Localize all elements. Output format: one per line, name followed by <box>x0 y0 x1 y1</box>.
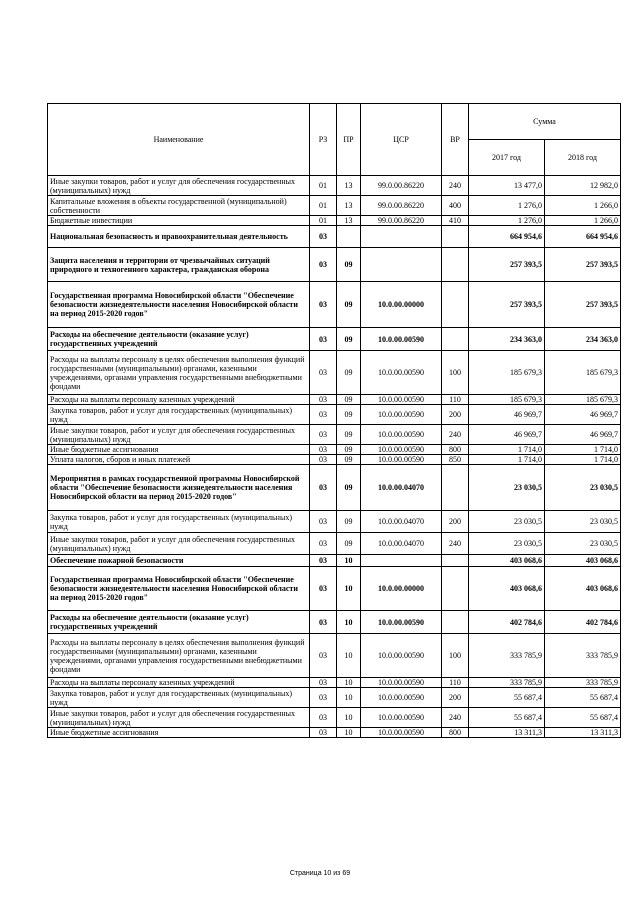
row-sum-2017: 13 477,0 <box>469 176 545 196</box>
header-csr: ЦСР <box>361 104 442 176</box>
row-csr: 10.0.00.00590 <box>361 405 442 425</box>
row-sum-2017: 1 714,0 <box>469 455 545 465</box>
row-name: Расходы на выплаты персоналу в целях обеспечения выполнения функций государственными (муниципальными) органами, казенными учреждениями, органами управления государственными внебюджетными фондами <box>48 634 310 678</box>
row-pr: 09 <box>337 445 361 455</box>
row-csr: 10.0.00.00590 <box>361 445 442 455</box>
row-sum-2018: 333 785,9 <box>545 634 621 678</box>
row-rz: 03 <box>310 555 337 567</box>
row-rz: 03 <box>310 445 337 455</box>
row-vr <box>442 555 469 567</box>
row-vr: 240 <box>442 708 469 728</box>
row-sum-2017: 185 679,3 <box>469 395 545 405</box>
row-name: Закупка товаров, работ и услуг для государственных (муниципальных) нужд <box>48 688 310 708</box>
row-name: Расходы на выплаты персоналу казенных учреждений <box>48 395 310 405</box>
row-vr: 110 <box>442 395 469 405</box>
row-pr: 09 <box>337 455 361 465</box>
row-sum-2018: 13 311,3 <box>545 728 621 738</box>
row-rz: 03 <box>310 455 337 465</box>
row-sum-2017: 13 311,3 <box>469 728 545 738</box>
row-pr: 10 <box>337 688 361 708</box>
row-sum-2018: 185 679,3 <box>545 351 621 395</box>
row-csr: 10.0.00.00590 <box>361 678 442 688</box>
row-vr: 100 <box>442 634 469 678</box>
header-pr: ПР <box>337 104 361 176</box>
row-pr: 09 <box>337 328 361 351</box>
row-vr: 200 <box>442 405 469 425</box>
row-rz: 01 <box>310 196 337 216</box>
row-sum-2018: 23 030,5 <box>545 533 621 555</box>
row-vr: 850 <box>442 455 469 465</box>
row-pr <box>337 226 361 248</box>
row-name: Иные закупки товаров, работ и услуг для обеспечения государственных (муниципальных) нужд <box>48 176 310 196</box>
table-row <box>48 196 621 216</box>
row-sum-2017: 234 363,0 <box>469 328 545 351</box>
row-sum-2018: 12 982,0 <box>545 176 621 196</box>
table-row <box>48 328 621 351</box>
row-sum-2017: 1 714,0 <box>469 445 545 455</box>
table-row <box>48 226 621 248</box>
row-name: Расходы на обеспечение деятельности (оказание услуг) государственных учреждений <box>48 328 310 351</box>
row-sum-2017: 257 393,5 <box>469 248 545 282</box>
row-name: Расходы на обеспечение деятельности (оказание услуг) государственных учреждений <box>48 611 310 634</box>
row-csr: 10.0.00.04070 <box>361 465 442 511</box>
table-row <box>48 567 621 611</box>
table-row <box>48 248 621 282</box>
row-sum-2018: 55 687,4 <box>545 688 621 708</box>
row-name: Национальная безопасность и правоохранительная деятельность <box>48 226 310 248</box>
row-sum-2018: 55 687,4 <box>545 708 621 728</box>
row-rz: 01 <box>310 176 337 196</box>
row-csr <box>361 226 442 248</box>
table-row <box>48 634 621 678</box>
row-sum-2017: 46 969,7 <box>469 405 545 425</box>
row-vr: 100 <box>442 351 469 395</box>
row-sum-2018: 23 030,5 <box>545 511 621 533</box>
row-pr: 10 <box>337 728 361 738</box>
row-csr: 99.0.00.86220 <box>361 176 442 196</box>
table-row <box>48 405 621 425</box>
row-pr: 10 <box>337 634 361 678</box>
row-rz: 03 <box>310 248 337 282</box>
row-name: Расходы на выплаты персоналу казенных учреждений <box>48 678 310 688</box>
row-sum-2018: 257 393,5 <box>545 248 621 282</box>
row-sum-2017: 257 393,5 <box>469 282 545 328</box>
row-name: Иные закупки товаров, работ и услуг для обеспечения государственных (муниципальных) нужд <box>48 425 310 445</box>
row-vr: 410 <box>442 216 469 226</box>
row-name: Расходы на выплаты персоналу в целях обеспечения выполнения функций государственными (муниципальными) органами, казенными учреждениями, органами управления государственными внебюджетными фондами <box>48 351 310 395</box>
row-pr: 10 <box>337 555 361 567</box>
row-name: Капитальные вложения в объекты государственной (муниципальной) собственности <box>48 196 310 216</box>
row-pr: 10 <box>337 611 361 634</box>
row-sum-2018: 1 714,0 <box>545 455 621 465</box>
row-csr <box>361 248 442 282</box>
row-sum-2018: 46 969,7 <box>545 425 621 445</box>
row-csr: 10.0.00.00590 <box>361 688 442 708</box>
row-csr: 10.0.00.00000 <box>361 282 442 328</box>
row-name: Государственная программа Новосибирской области "Обеспечение безопасности жизнедеятельности населения Новосибирской области на период 2015-2020 годов" <box>48 282 310 328</box>
row-pr: 09 <box>337 533 361 555</box>
row-pr: 09 <box>337 395 361 405</box>
row-vr: 800 <box>442 728 469 738</box>
row-csr: 10.0.00.04070 <box>361 511 442 533</box>
row-vr: 800 <box>442 445 469 455</box>
row-name: Закупка товаров, работ и услуг для государственных (муниципальных) нужд <box>48 511 310 533</box>
row-sum-2017: 402 784,6 <box>469 611 545 634</box>
row-sum-2017: 185 679,3 <box>469 351 545 395</box>
row-sum-2017: 23 030,5 <box>469 511 545 533</box>
row-csr: 99.0.00.86220 <box>361 216 442 226</box>
row-csr <box>361 555 442 567</box>
header-name: Наименование <box>48 104 310 176</box>
row-name: Иные бюджетные ассигнования <box>48 445 310 455</box>
table-row <box>48 455 621 465</box>
row-vr <box>442 611 469 634</box>
row-pr: 09 <box>337 248 361 282</box>
row-rz: 03 <box>310 688 337 708</box>
row-sum-2017: 1 276,0 <box>469 216 545 226</box>
row-pr: 09 <box>337 282 361 328</box>
row-vr <box>442 567 469 611</box>
row-rz: 03 <box>310 511 337 533</box>
row-rz: 03 <box>310 634 337 678</box>
table-row <box>48 395 621 405</box>
row-sum-2017: 55 687,4 <box>469 688 545 708</box>
row-pr: 09 <box>337 511 361 533</box>
row-sum-2017: 1 276,0 <box>469 196 545 216</box>
row-rz: 03 <box>310 678 337 688</box>
row-sum-2017: 333 785,9 <box>469 634 545 678</box>
row-pr: 09 <box>337 425 361 445</box>
row-csr: 99.0.00.86220 <box>361 196 442 216</box>
row-rz: 03 <box>310 351 337 395</box>
row-sum-2018: 257 393,5 <box>545 282 621 328</box>
row-sum-2018: 23 030,5 <box>545 465 621 511</box>
row-vr: 240 <box>442 533 469 555</box>
budget-table <box>47 103 621 738</box>
row-csr: 10.0.00.00590 <box>361 455 442 465</box>
table-row <box>48 728 621 738</box>
row-pr: 09 <box>337 405 361 425</box>
table-row <box>48 678 621 688</box>
row-csr: 10.0.00.00000 <box>361 567 442 611</box>
row-sum-2018: 402 784,6 <box>545 611 621 634</box>
table-row <box>48 611 621 634</box>
table-row <box>48 511 621 533</box>
table-row <box>48 688 621 708</box>
table-body <box>48 176 621 738</box>
row-pr: 10 <box>337 678 361 688</box>
row-sum-2018: 234 363,0 <box>545 328 621 351</box>
header-year-2018: 2018 год <box>545 140 621 176</box>
row-vr <box>442 282 469 328</box>
row-sum-2018: 46 969,7 <box>545 405 621 425</box>
row-name: Защита населения и территории от чрезвычайных ситуаций природного и техногенного характера, гражданская оборона <box>48 248 310 282</box>
row-pr: 10 <box>337 567 361 611</box>
row-name: Мероприятия в рамках государственной программы Новосибирской области "Обеспечение безопасности жизнедеятельности населения Новосибирской области на период 2015-2020 годов" <box>48 465 310 511</box>
header-rz: РЗ <box>310 104 337 176</box>
row-rz: 03 <box>310 567 337 611</box>
table-row <box>48 533 621 555</box>
row-pr: 10 <box>337 708 361 728</box>
row-rz: 03 <box>310 405 337 425</box>
row-name: Иные закупки товаров, работ и услуг для обеспечения государственных (муниципальных) нужд <box>48 708 310 728</box>
row-sum-2018: 185 679,3 <box>545 395 621 405</box>
row-vr: 240 <box>442 425 469 445</box>
row-sum-2017: 664 954,6 <box>469 226 545 248</box>
row-vr: 110 <box>442 678 469 688</box>
header-sum: Сумма <box>469 104 621 140</box>
table-row <box>48 351 621 395</box>
row-vr <box>442 328 469 351</box>
row-csr: 10.0.00.00590 <box>361 351 442 395</box>
row-rz: 03 <box>310 533 337 555</box>
table-row <box>48 708 621 728</box>
row-rz: 03 <box>310 226 337 248</box>
row-name: Бюджетные инвестиции <box>48 216 310 226</box>
row-csr: 10.0.00.04070 <box>361 533 442 555</box>
header-vr: ВР <box>442 104 469 176</box>
row-pr: 13 <box>337 216 361 226</box>
header-year-2017: 2017 год <box>469 140 545 176</box>
row-sum-2018: 1 266,0 <box>545 216 621 226</box>
table-row <box>48 445 621 455</box>
row-vr: 200 <box>442 511 469 533</box>
row-vr: 400 <box>442 196 469 216</box>
row-sum-2017: 403 068,6 <box>469 555 545 567</box>
row-sum-2018: 403 068,6 <box>545 555 621 567</box>
row-csr: 10.0.00.00590 <box>361 425 442 445</box>
row-name: Обеспечение пожарной безопасности <box>48 555 310 567</box>
row-vr: 240 <box>442 176 469 196</box>
row-vr: 200 <box>442 688 469 708</box>
row-rz: 03 <box>310 465 337 511</box>
table-row <box>48 465 621 511</box>
row-sum-2017: 46 969,7 <box>469 425 545 445</box>
table-row <box>48 216 621 226</box>
row-rz: 03 <box>310 282 337 328</box>
row-vr <box>442 248 469 282</box>
row-pr: 09 <box>337 465 361 511</box>
row-name: Иные бюджетные ассигнования <box>48 728 310 738</box>
row-csr: 10.0.00.00590 <box>361 395 442 405</box>
table-row <box>48 176 621 196</box>
table-row <box>48 555 621 567</box>
table-row <box>48 282 621 328</box>
row-sum-2018: 1 266,0 <box>545 196 621 216</box>
row-rz: 03 <box>310 611 337 634</box>
row-csr: 10.0.00.00590 <box>361 728 442 738</box>
row-name: Иные закупки товаров, работ и услуг для обеспечения государственных (муниципальных) нужд <box>48 533 310 555</box>
row-csr: 10.0.00.00590 <box>361 708 442 728</box>
row-csr: 10.0.00.00590 <box>361 611 442 634</box>
row-rz: 03 <box>310 708 337 728</box>
row-rz: 03 <box>310 425 337 445</box>
row-pr: 13 <box>337 176 361 196</box>
row-rz: 03 <box>310 328 337 351</box>
row-name: Закупка товаров, работ и услуг для государственных (муниципальных) нужд <box>48 405 310 425</box>
row-sum-2018: 333 785,9 <box>545 678 621 688</box>
row-pr: 13 <box>337 196 361 216</box>
row-sum-2018: 664 954,6 <box>545 226 621 248</box>
page-footer: Страница 10 из 69 <box>289 870 351 877</box>
row-sum-2017: 403 068,6 <box>469 567 545 611</box>
row-rz: 03 <box>310 395 337 405</box>
row-sum-2017: 333 785,9 <box>469 678 545 688</box>
row-csr: 10.0.00.00590 <box>361 634 442 678</box>
row-rz: 03 <box>310 728 337 738</box>
row-sum-2017: 23 030,5 <box>469 533 545 555</box>
row-csr: 10.0.00.00590 <box>361 328 442 351</box>
row-sum-2018: 403 068,6 <box>545 567 621 611</box>
row-pr: 09 <box>337 351 361 395</box>
row-vr <box>442 226 469 248</box>
row-sum-2017: 23 030,5 <box>469 465 545 511</box>
row-sum-2018: 1 714,0 <box>545 445 621 455</box>
row-name: Уплата налогов, сборов и иных платежей <box>48 455 310 465</box>
table-row <box>48 425 621 445</box>
row-rz: 01 <box>310 216 337 226</box>
row-sum-2017: 55 687,4 <box>469 708 545 728</box>
row-vr <box>442 465 469 511</box>
row-name: Государственная программа Новосибирской области "Обеспечение безопасности жизнедеятельности населения Новосибирской области на период 2015-2020 годов" <box>48 567 310 611</box>
